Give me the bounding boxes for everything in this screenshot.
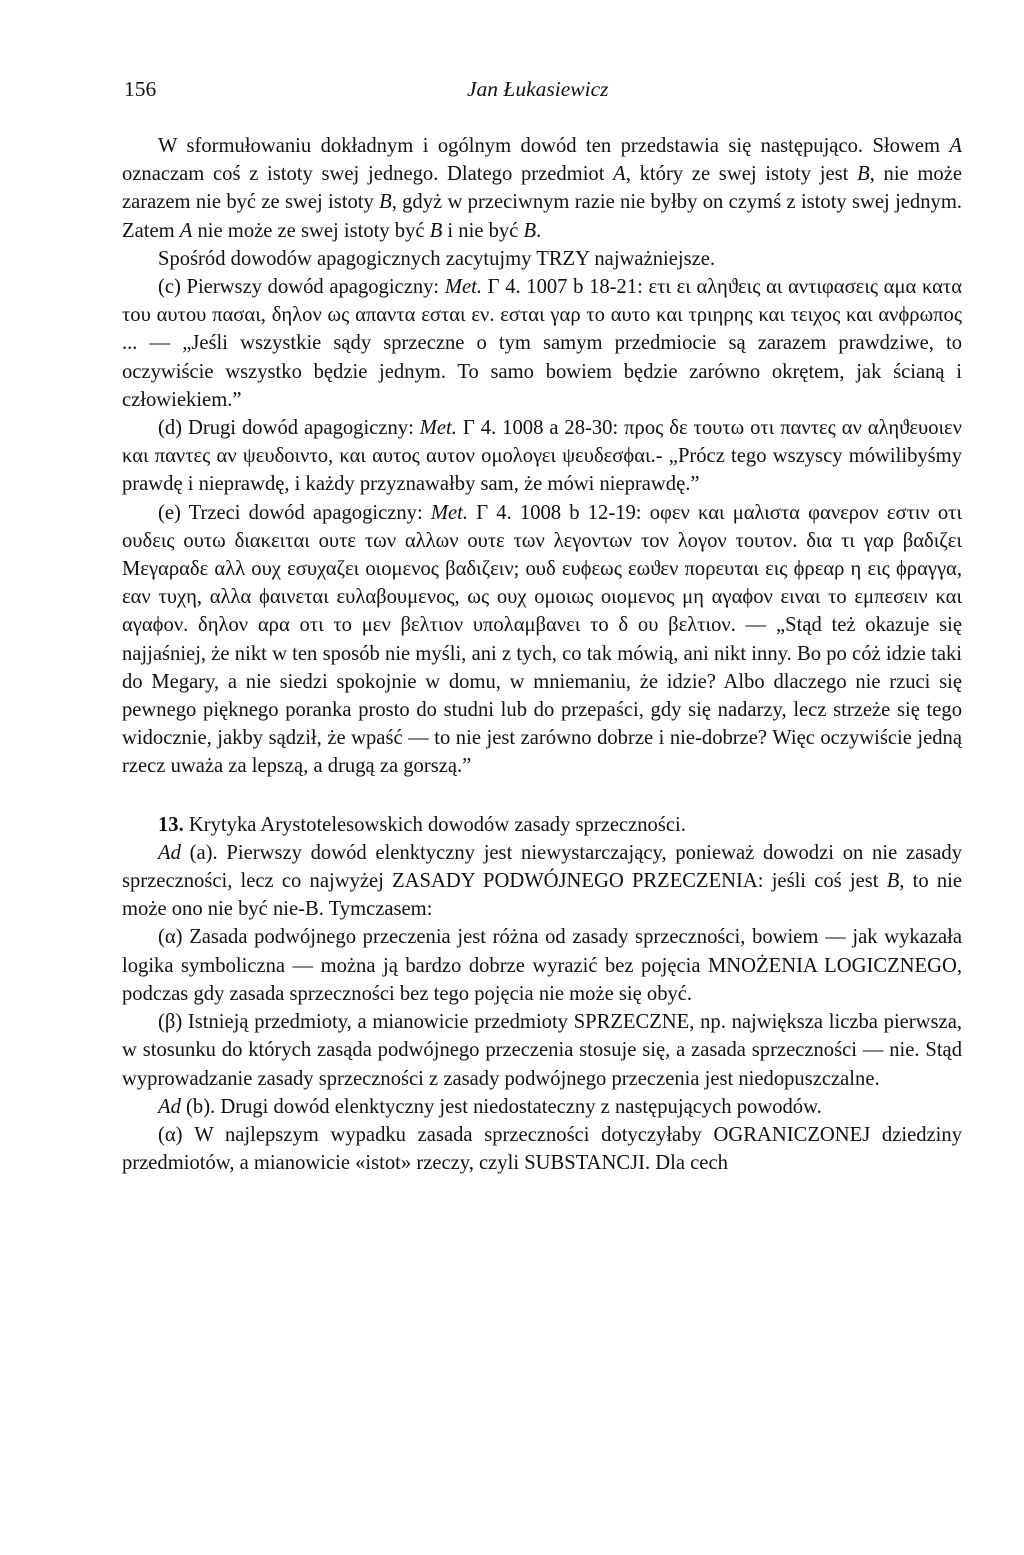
paragraph-ad-a: Ad (a). Pierwszy dowód elenktyczny jest niewystarczający, ponieważ dowodzi on nie zasady sprzeczności, lecz co najwyżej ZASADY PODWÓJNEGO PRZECZENIA: jeśli coś jest B, to nie może ono nie być nie-B. Tymczasem: (122, 841, 963, 921)
paragraph-alpha-1: (α) Zasada podwójnego przeczenia jest różna od zasady sprzeczności, bowiem — jak wykazała logika symboliczna — można ją bardzo dobrze wyrazić bez pojęcia MNOŻENIA LOGICZNEGO, podczas gdy zasada sprzeczności bez tego pojęcia nie może się obyć. (122, 926, 962, 1005)
greek-quote: οφεν και μαλιστα φανερον εστιν οτι ουδεις ουτω διακειται ουτε των αλλων ουτε των λεγοντων τον λογον τουτον. δια τι γαρ βαδιζει Μεγαραδε αλλ ουχ εσυχαζει οιομενος βαδιζειν; ουδ ευϕεως εωϑεν πορευται εις ϕρεαρ η εις ϕραγγα, εαν τυχη, αλλα ϕαινεται ευλαβουμενος, ως ουχ ομοιως οιομενος μη αγαϕον ειναι το εμπεσειν και αγαϕον. δηλον αρα οτι το μεν βελτιον υπολαμβανει το δ ου βελτιον. (122, 501, 962, 637)
running-title: Jan Łukasiewicz (467, 77, 609, 101)
paragraph-proof-general: W sformułowaniu dokładnym i ogólnym dowód ten przedstawia się następująco. Słowem A oznaczam coś z istoty swej jednego. Dlatego przedmiot A, który ze swej istoty jest B, nie może zarazem nie być ze swej istoty B, gdyż w przeciwnym razie nie byłby on czymś z istoty swej jednym. Zatem A nie może ze swej istoty być B i nie być B. (122, 135, 963, 242)
paragraph-proof-d: (d) Drugi dowód apagogiczny: Met. Γ 4. 1008 a 28-30: προς δε τουτω οτι παντες αν αληϑευοιεν και παντες αν ψευδοιντο, και αυτος αυτον ομολογει ψευδεσϕαι.- „Prócz tego wszyscy mówilibyśmy prawdę i nieprawdę, i każdy przyznawałby sam, że mówi nieprawdę.” (122, 417, 962, 496)
page-header (122, 76, 962, 112)
page-body (122, 132, 962, 1177)
paragraph-proof-c: (c) Pierwszy dowód apagogiczny: Met. Γ 4. 1007 b 18-21: ετι ει αληϑεις αι αντιφασεις αμα κατα του αυτου πασαι, δηλον ως απαντα εσται εν. εσται γαρ το αυτο και τριηρης και τειχος και ανϕρωπος ... — „Jeśli wszystkie sądy sprzeczne o tym samym przedmiocie są zarazem prawdziwe, to oczywiście wszystko będzie jednym. To samo bowiem będzie zarówno okrętem, jak ścianą i człowiekiem.” (122, 276, 962, 411)
paragraph-apagogic-intro: Spośród dowodów apagogicznych zacytujmy TRZY najważniejsze. (158, 247, 716, 270)
paragraph-ad-b: Ad (b). Drugi dowód elenktyczny jest niedostateczny z następujących powodów. (158, 1095, 822, 1118)
page-number: 156 (124, 77, 157, 101)
section-heading: 13. Krytyka Arystotelesowskich dowodów zasady sprzeczności. (158, 813, 686, 836)
paragraph-alpha-2: (α) W najlepszym wypadku zasada sprzeczności dotyczyłaby OGRANICZONEJ dziedziny przedmiotów, a mianowicie «istot» rzeczy, czyli SUBSTANCJI. Dla cech (122, 1123, 962, 1175)
paragraph-proof-e: (e) Trzeci dowód apagogiczny: Met. Γ 4. 1008 b 12-19: οφεν και μαλιστα φανερον εστιν οτι ουδεις ουτω διακειται ουτε των αλλων ουτε των λεγοντων τον λογον τουτον. δια τι γαρ βαδιζει Μεγαραδε αλλ ουχ εσυχαζει οιομενος βαδιζειν; ουδ ευϕεως εωϑεν πορευται εις ϕρεαρ η εις ϕραγγα, εαν τυχη, αλλα ϕαινεται ευλαβουμενος, ως ουχ ομοιως οιομενος μη αγαϕον ειναι το εμπεσειν και αγαϕον. δηλον αρα οτι το μεν βελτιον υπολαμβανει το δ ου βελτιον. — „Stąd też okazuje się najjaśniej, że nikt w ten sposób nie myśli, ani z tych, co tak mówią, ani nikt inny. Bo po cóż idzie taki do Megary, a nie siedzi spokojnie w domu, w mniemaniu, że idzie? Albo dlaczego nie rzuci się pewnego pięknego poranka prosto do studni lub do przepaści, gdy się nadarzy, lecz strzeże się tego widocznie, jakby sądził, że wpaść — to nie jest zarówno dobrze i nie-dobrze? Więc oczywiście jedną rzecz uważa za lepszą, a drugą za gorszą.” (122, 501, 962, 778)
section-spacer (122, 781, 962, 811)
greek-quote: ετι ει αληϑεις αι αντιφασεις αμα κατα του αυτου πασαι, δηλον ως απαντα εσται εν. εσται γαρ το αυτο και τριηρης και τειχος και ανϕρωπος ... (122, 276, 962, 355)
paragraph-beta: (β) Istnieją przedmioty, a mianowicie przedmioty SPRZECZNE, np. największa liczba pierwsza, w stosunku do których zasąda podwójnego przeczenia stosuje się, a zasada sprzeczności — nie. Stąd wyprowadzanie zasady sprzeczności z zasady podwójnego przeczenia jest niedopuszczalne. (122, 1011, 962, 1090)
greek-quote: προς δε τουτω οτι παντες αν αληϑευοιεν και παντες αν ψευδοιντο, και αυτος αυτον ομολογει ψευδεσϕαι. (122, 417, 962, 468)
